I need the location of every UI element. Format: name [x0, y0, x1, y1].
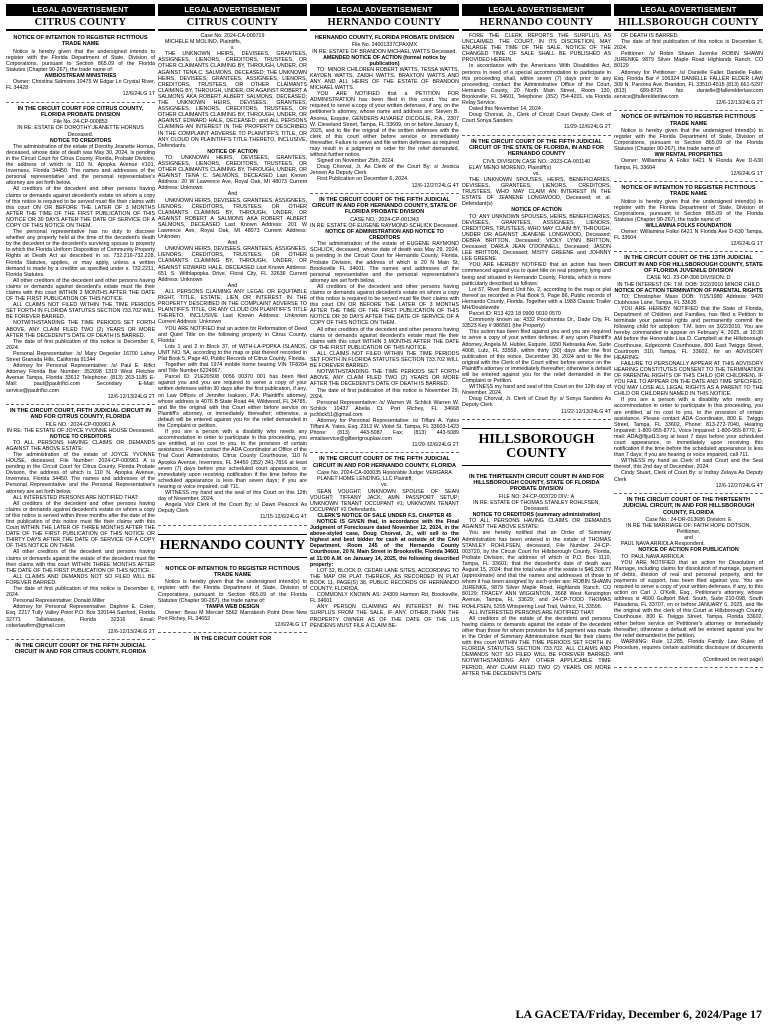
notice-paragraph: If you are a person with a disability who needs any accommodation in order to participate in this proceeding, you are entitled, at no cost to you, to the provision of certain assistance. Please contact ADA Coordinator, 800 E. Twiggs Street, Tampa, FL 33602, Phone: 813-272-7040, Hearing Impaired: 1-800-955-8771, Voice Impaired: 1-800-955-8770, E-mail: ADA@fljud13.org at least 7 days before your scheduled court appearance, or immediately upon receiving this notification if the time before the scheduled appearance is less than 7 days; if you are hearing or voice impaired, call 711. — [614, 397, 763, 459]
notice-paragraph: The date of first publication of this notice is December 6, 2024. — [6, 586, 155, 599]
county-section-heading: HILLSBOROUGH COUNTY — [462, 428, 611, 466]
notice-paragraph: Attorney for Personal Representative: /s/ Paul E. Rifici Attorney Florida Bar Number: 352098 1319 West Fletcher Avenue Tampa, Florida 33612 Telephone: (813) 263-1185 E-Mail: paul@paulrifici.com Secondary E-Mail: service@paulrifici.com — [6, 363, 155, 394]
county-heading: HILLSBOROUGH COUNTY — [614, 16, 763, 31]
notice-title: IN THE CIRCUIT COURT FOR CITRUS COUNTY, FLORIDA PROBATE DIVISION — [17, 105, 144, 118]
notice-paragraph: COMMONLY KNOWN AS: 24309 Harmon Rd, Brooksville, FL 34601 — [310, 592, 459, 605]
notice-reference: 11/29-12/6/24LG 2T — [411, 442, 459, 449]
divider — [6, 404, 155, 405]
notice-paragraph: WW RENTAL PROPERTIES — [654, 152, 723, 159]
notice-paragraph: ALL INTERESTED PERSONS ARE NOTIFIED THAT: — [13, 494, 139, 501]
notice-title: IN THE CIRCUIT COURT FOR — [193, 636, 272, 643]
divider — [614, 181, 763, 182]
divider — [462, 135, 611, 136]
notice-paragraph: Personal Representative: /s/ Mary Degesler 16700 Lahey Street Granada Hills, California 91344 — [6, 350, 155, 364]
notice-reference: 12/6-12/13/24LG 2T — [107, 393, 155, 400]
legal-notice — [6, 35, 155, 98]
notice-paragraph: NOTWITHSTANDING THE TIME PERIODS SET FORTH ABOVE, ANY CLAIM FILED TWO (2) YEARS OR MORE AFTER THE DECEDENT'S DATE OF DEATH IS BARRED. — [6, 320, 155, 339]
notice-paragraph: All other creditors of the decedent and other persons having claims or demands against decedent's estate must file their claims with this court WITHIN 3 MONTHS AFTER THE DATE OF THE FIRST PUBLICATION OF THIS NOTICE. — [310, 326, 459, 351]
column-body — [158, 33, 307, 1004]
notice-paragraph: NOTICE OF ACTION — [511, 207, 562, 214]
legal-notice — [614, 33, 763, 106]
notice-paragraph: MICHELE M MOLINO, Plaintiffs, — [165, 39, 242, 46]
notice-reference: 12/6/24LG 1T — [730, 241, 763, 248]
page-column — [158, 4, 307, 1004]
notice-paragraph: THE UNKNOWN HEIRS, DEVISEES, GRANTEES, ASSIGNEES, LIENORS, CREDITORS, TRUSTEES, OR OTHER CLAIMANTS CLAIMING BY, THROUGH, UNDER, OR AGAINST TENA C. SALMONS, DECEASED; THE UNKNOWN HEIRS, DEVISEES, GRANTEES, ASSIGNEES, LIENORS, CREDITORS, TRUSTEES, OR OTHER CLAIMANTS CLAIMING BY, THROUGH, UNDER, OR AGAINST ROBERT A SALMONS AKA ROBERT ALBERT SALMONS, DECEASED; THE UNKNOWN HEIRS, DEVISEES, GRANTEES, ASSIGNEES, LIENORS, CREDITORS, TRUSTEES, OR OTHER CLAIMANTS CLAIMING BY, THROUGH, UNDER, OR AGAINST EDWARD HALE, DECEASED; and ALL PERSONS CLAIMING AN INTEREST IN THE PROPERTY DESCRIBED IN THE COMPLAINT ADVERSE TO PLAINTIFF'S TITLE, OR ANY CLOUD ON PLAINTIFF'S TITLE THERETO, INCLUSIVE, Defendants. — [158, 51, 307, 149]
county-heading: HERNANDO COUNTY — [462, 16, 611, 31]
notice-paragraph: TO ALL PERSONS HAVING CLAIMS OR DEMANDS AGAINST THE ABOVE ESTATE: — [6, 439, 155, 452]
notice-paragraph: ANY PERSON CLAIMING AN INTEREST IN THE SURPLUS FROM THE SALE, IF ANY, OTHER THAN THE PROPERTY OWNER AS OF THE DATE OF THE LIS PENDENS MUST FILE A CLAIM BE- — [310, 604, 459, 629]
column-body — [310, 33, 459, 1004]
notice-paragraph: IN RE: ESTATE OF THOMAS STANLEY ROHLFSEN, Deceased. — [473, 499, 600, 513]
notice-paragraph: The administration of the estate of EUGENE RAYMOND SCHLICK, deceased, whose date of death was May 29, 2024, is pending in the Circuit Court for Hernando County, Florida, Probate Division, the address of which is 20 N Main St, Brooksville FL 34601. The names and addresses of the personal representative and the personal representative's attorney are set forth below. — [310, 241, 459, 284]
divider — [614, 667, 763, 668]
notice-paragraph: FORE THE CLERK REPORTS THE SURPLUS AS UNCLAIMED. THE COURT, IN ITS DISCRETION, MAY ENLARGE THE TIME OF THE SALE. NOTICE OF THE CHANGED TIME OF SALE SHALL BE PUBLISHED AS PROVIDED HEREIN. — [462, 33, 611, 64]
notice-paragraph: First Publication on December 6, 2024. — [317, 176, 409, 183]
legal-notice — [158, 636, 307, 642]
notice-paragraph: IN RE: ESTATE OF DOROTHY JEANETTE HORNUS Deceased. — [17, 125, 144, 138]
notice-paragraph: YOU ARE HEREBY NOTIFIED that the State of Florida, Department of Children and Families, has filed a Petition to terminate your parental rights and permanently commit the following child for adoption: T.M. born on 3/22/2010. You are hereby commanded to appear on February 4, 2025, at 10:30 AM before the Honorable Lisa D. Campbell at the Hillsborough Courthouse, Edgecomb Courthouse, 800 East Twiggs Street, Courtroom 310, Tampa, FL 33602, for an ADVISORY HEARING. — [614, 305, 763, 361]
notice-paragraph: NOTICE OF ACTION — [207, 148, 258, 155]
notice-paragraph: NOTICE OF ACTION FOR PUBLICATION — [638, 547, 739, 554]
notice-paragraph: Lots 1 and 2 in Block 37, of WITH-LA-POPKA ISLANDS, UNIT NO. 5A, according to the map or plat thereof recorded in Plat Book 5, Page 40, Public Records of Citrus County, Florida. — [158, 343, 307, 362]
legal-notice — [310, 197, 459, 449]
notice-paragraph: All other creditors of the decedent and persons having claims or demands against the estate of the decedent must file their claims with this court WITHIN THREE MONTHS AFTER THE DATE OF THE FIRST PUBLICATION OF THIS NOTICE. — [6, 549, 155, 574]
notice-paragraph: Dated this November 14, 2024 — [469, 106, 541, 113]
notice-paragraph: IN RE: ESTATE OF BRANDON MICHAEL WATTS Deceased. — [312, 48, 457, 55]
legal-advertisement-header: LEGAL ADVERTISEMENT — [6, 4, 155, 16]
notice-paragraph: TO: Christopher Mass DOB: 7/15/1980 Address: 9420 Clubhouse Lane, Tampa, FL 33635 — [614, 293, 763, 306]
notice-paragraph: TO: ANY UNKNOWN SPOUSES, HEIRS, BENEFICIARIES, DEVISEES, GRANTEES, ASSIGNEES, LIENORS, CREDITORS, TRUSTEES, WHO MAY CLAIM BY, THROUGH, UNDER OR AGAINST JEANENE LONGWOOD, Deceased; DEBRA BRITTON, Deceased; VICKY LYNN BRITTON, Deceased; DARLA JEAN O'DONNELL, Deceased; JASON LEE BRITTON, Deceased; MISTY GREENE and JOHNNY LEE GREENE. — [462, 213, 611, 263]
divider — [614, 493, 763, 494]
notice-paragraph: ALL CLAIMS AND DEMANDS NOT SO FILED WILL BE FOREVER BARRED. — [6, 573, 155, 586]
notice-paragraph: TO ALL PERSONS HAVING CLAIMS OR DEMANDS AGAINST THE ABOVE ESTATE: — [462, 518, 611, 531]
notice-paragraph: Signed on November 25th, 2024. — [317, 158, 395, 165]
notice-paragraph: WITNESS my hand as Clerk of said Court and the Seal thereof, this 2nd day of December, 2024. — [614, 458, 763, 471]
county-section-heading: HERNANDO COUNTY — [158, 534, 307, 558]
legal-notice — [614, 497, 763, 663]
divider — [614, 110, 763, 111]
notice-paragraph: And — [227, 191, 238, 198]
notice-paragraph: The date of first publication of this notice is December 6, 2024. — [614, 39, 763, 52]
notice-paragraph: FILE NO.: 2024-CP-000961 A — [45, 421, 116, 428]
notice-reference: 12/6-12/27/24LG 4T — [715, 482, 763, 489]
notice-paragraph: Attorney for Personal Representative: Daphne E. Coker, Esq. 2217 Tully Valley Point P.O. Box 320144 Sanford, Florida 32771 Tallahassee, Florida 32316 Email: cokerlawfirm@gmail.com — [6, 604, 155, 629]
legal-notice — [462, 474, 611, 677]
notice-paragraph: FAILURE TO PERSONALLY APPEAR AT THIS ADVISORY HEARING CONSTITUTES CONSENT TO THE TERMINATION OF PARENTAL RIGHTS OF THIS CHILD (OR CHILDREN). IF YOU FAIL TO APPEAR ON THE DATE AND TIME SPECIFIED, YOU MAY LOSE ALL LEGAL RIGHTS AS A PARENT TO THE CHILD OR CHILDREN NAMED IN THIS NOTICE. — [614, 360, 763, 398]
notice-paragraph: Doug Chorvat, Jr., Clerk of Circuit Court Deputy Clerk of Court Sonya Sanders — [462, 112, 611, 125]
legal-advertisement-header: LEGAL ADVERTISEMENT — [158, 4, 307, 16]
notice-paragraph: Notice is hereby given that the undersigned intend(s) to register with the Florida Department of State, Division of Corporations, pursuant to Section 865.09 of the Florida Statutes (Chapter 90-267), the trade name of: — [614, 198, 763, 223]
notice-paragraph: The date of first publication of this notice is December 6, 2024. — [6, 338, 155, 351]
page-column — [6, 4, 155, 1004]
notice-paragraph: CASE NO.: 2024-CP-001343 — [350, 216, 419, 223]
notice-title: HERNANDO COUNTY, FLORIDA PROBATE DIVISION — [314, 35, 455, 41]
notice-paragraph: In accordance with the Americans With Disabilities Act, persons in need of a special accommodation to participate in this proceeding shall, within seven (7) days prior to any proceeding, contact the Administrative Office of the Court, Hernando County, 20 North Main Street, Room 130, Brooksville, FL 34601, Telephone: (352) 754-4201, via Florida Relay Service. — [462, 63, 611, 107]
notice-paragraph: CIVIL DIVISION CASE NO.: 2023-CA-001140 — [482, 158, 591, 165]
notice-paragraph: IN RE: ESTATE OF EUGENE RAYMOND SCHLICK Deceased. — [310, 222, 459, 229]
notice-paragraph: File No. 24-CP-000853 — [53, 119, 108, 126]
notice-reference: 12/6/24LG 1T — [274, 621, 307, 628]
notice-paragraph: All creditors of the decedent and other persons having claims or demands against decedent's estate on whom a copy of this notice is served within three months after the date of the first publication of this notice must file their claims with this Court WITHIN THE LATER OF THREE MONTHS AFTER THE DATE OF THE FIRST PUBLICATION OF THIS NOTICE OR THIRTY DAYS AFTER THE DATE OF SERVICE OF A COPY OF THIS NOTICE ON THEM. — [6, 500, 155, 550]
notice-paragraph: Owner: Beau M Mercier 5562 Marrakesh Point Drive New Port Richey, FL 34652 — [158, 609, 307, 622]
notice-paragraph: Petitioner: /s/ Robin Shawn Jurenke ROBIN SHAWN JURENKE 9879 Silver Maple Road Highlands Ranch, CO 80129 — [614, 51, 763, 70]
notice-paragraph: YOU ARE HEREBY NOTIFIED that an action has been commenced against you to quiet title on real property, lying and being and situated in Hernando County, Florida, which is more particularly described as follows: — [462, 262, 611, 287]
notice-title: NOTICE OF INTENTION TO REGISTER FICTITIOUS TRADE NAME — [621, 114, 756, 127]
notice-paragraph: IN RE THE MARRIAGE OF: FAITH HOPE DOTSON, Petitioner, — [626, 523, 751, 536]
notice-paragraph: IN THE INTEREST OF: T.M. DOB: 3/22/2010 MINOR CHILD — [617, 281, 760, 288]
notice-reference: 12/6/24LG 1T — [730, 170, 763, 177]
notice-paragraph: Notice is hereby given that the undersigned intend(s) to register with the Florida Department of State, Division of Corporations, pursuant to Section 865.09 of the Florida Statutes (Chapter 90-267), the trade name of: — [158, 579, 307, 604]
notice-paragraph: If you are a person with a disability who needs any accommodation in order to participate in this proceeding, you are entitled, at no cost to you, to the provision of certain assistance. Please contact the ADA Coordinator at Office of the Trial Court Administrator, Citrus County Courthouse, 110 N Apopka Avenue, Inverness, FL 34450 (352) 341-7816 at least seven (7) days before your scheduled court appearance, or immediately upon receiving notification if the time before the scheduled appearance is less than seven days; if you are hearing or voice impaired, call 711. — [158, 429, 307, 490]
notice-paragraph: Owner: Williamina Folks 6421 N Florida Ave D-630 Tampa, FL 33604 — [614, 228, 763, 242]
notice-title: IN THE THIRTEENTH CIRCUIT COURT IN AND FOR HILLSBOROUGH COUNTY, STATE OF FLORIDA PROBATE DIVISION — [469, 473, 604, 493]
notice-paragraph: NOTICE TO CREDITORS — [49, 433, 112, 440]
notice-paragraph: Lot 57, River Bend Unit No. 2, according to the map or plat thereof as recorded in Plat Book 5, Page 86, Public records of Hernando County, Florida. Together with a 1983 Classic Trailer MH/Doublewide — [462, 286, 611, 311]
notice-paragraph: All creditors of the decedent and other persons having claims or demands against decedent's estate on whom a copy of this notice is required to be served must file their claims with this court ON OR BEFORE THE LATER OF 3 MONTHS AFTER THE TIME OF THE FIRST PUBLICATION OF THIS NOTICE OR 30 DAYS AFTER THE DATE OF SERVICE OF A COPY OF THIS NOTICE ON THEM. — [310, 283, 459, 327]
divider — [6, 639, 155, 640]
notice-paragraph: Owner: Christina Salmons 10475 W Edgar Ln Crystal River, FL 34428 — [6, 79, 155, 92]
legal-notice — [614, 255, 763, 489]
divider — [462, 419, 611, 420]
notice-paragraph: PAUL NAVA ARRIOLA Respondent. — [621, 541, 705, 548]
notice-title: IN THE CIRCUIT COURT OF THE FIFTH JUDICIAL CIRCUIT IN AND FOR HERNANDO COUNTY, FLORIDA — [312, 456, 457, 469]
notice-paragraph: OF DEATH IS BARRED. — [621, 33, 679, 39]
notice-paragraph: LOT 32, BLOCK D, CEDAR LANE SITES, ACCORDING TO THE MAP OR PLAT THEREOF, AS RECORDED IN PLAT BOOK 11, PAGE(S) 38, PUBLIC RECORDS OF HERNANDO COUNTY, FLORIDA. — [310, 567, 459, 593]
newspaper-page — [6, 4, 764, 1004]
notice-reference: 12/6-12/27/24LG 4T — [411, 182, 459, 189]
notice-reference: 11/29-12/6/24LG 2T — [563, 124, 611, 131]
divider — [158, 525, 307, 526]
divider — [158, 632, 307, 633]
notice-paragraph: ALL INTERESTED PERSONS ARE NOTIFIED THAT: — [469, 609, 595, 616]
notice-paragraph: vs. — [381, 482, 388, 489]
county-heading: HERNANDO COUNTY — [310, 16, 459, 31]
notice-paragraph: CASE NO. 23-DP-308 DIVISION: D — [646, 275, 731, 282]
notice-paragraph: WILLAMINA FOLKS FOUNDATION — [645, 222, 732, 229]
page-column — [614, 4, 763, 1004]
notice-paragraph: Case No. 2024-CA-000035 Honorable Judge: VERGARA — [317, 470, 452, 477]
notice-paragraph: YOU ARE NOTIFIED that an action for Reformation of Deed and Quiet Title on the following property in Citrus County, Florida: — [158, 325, 307, 344]
notice-paragraph: Attorney for Petitioner: /s/ Danielle Faller Danielle Faller, Esq. Florida Bar # 106324 DANIELLE FALLER ELDER LAW 309 N. Parsons Ave. Brandon, FL 33510-4515 (813) 661-5297 (813) 689-8725 fax danielle@fallerelderlaw.com service@fallerelderlaw.com — [614, 69, 763, 100]
notice-paragraph: WITNESS my hand and seal of this Court on the 12th day of November, 2024. — [462, 384, 611, 397]
notice-reference: 12/6-12/13/24LG 2T — [107, 628, 155, 635]
notice-paragraph: WARNING: Rule 12.285, Florida Family Law Rules of Procedure, requires certain automatic disclosure of documents and — [614, 638, 763, 658]
notice-paragraph: YOU ARE NOTIFIED that a PETITION FOR ADMINISTRATION has been filed in this court. You are required to serve a copy of your written defenses, if any, on the petitioner's attorney, whose name and address are: Steven B. Anorea, Esquire, GENDERS ALVAREZ DICOGLIE, P.A., 2307 W. Cleveland Street, Tampa, FL 33609, on or before January 6, 2025, and to file the original of the written defenses with the clerk of this court either before service or immediately thereafter. Failure to serve and file written defenses as required may result in a judgment or order for the relief demanded, without further notice. — [310, 91, 459, 159]
legal-notice — [462, 33, 611, 131]
notice-paragraph: SEAN VOUGHT; UNKNOWN SPOUSE OF SEAN VOUGHT; TIFFANY JACK; AMN PASSPORT SETUP; UNKNOWN TENANT OCCUPANT #1; UNKNOWN TENANT OCCUPANT #2 Defendants. — [310, 488, 459, 513]
divider — [6, 102, 155, 103]
page-footer: LA GACETA/Friday, December 6, 2024/Page 17 — [515, 1007, 762, 1021]
notice-reference: 12/6/24LG 1T — [122, 91, 155, 98]
notice-title: NOTICE OF INTENTION TO REGISTER FICTITIOUS TRADE NAME — [165, 565, 300, 578]
notice-paragraph: Notice is hereby given that the undersigned intends to register with the Florida Department of State, Division of Corporations, pursuant to Section 865.09 of the Florida Statutes (Chapter 90-267), the trade name of: — [6, 48, 155, 74]
notice-paragraph: NOTICE OF ACTION TERMINATION OF PARENTAL RIGHTS — [614, 287, 763, 294]
legal-notice — [310, 456, 459, 628]
divider — [310, 452, 459, 453]
notice-paragraph: Attorney for Personal Representative: /s/ Tiffani A. Yates Tiffani A. Yates, Esq. 2313 W. Violet St. Tampa, FL 33603-1423 Phone: (813) 443-5087 Fax: (813) 443-5089 emailservice@gilbertgrouplaw.com — [310, 417, 459, 443]
notice-paragraph: vs. — [533, 170, 540, 177]
notice-paragraph: AMENDED NOTICE OF ACTION (formal notice by publication) — [323, 54, 446, 67]
legal-notice — [614, 114, 763, 177]
notice-paragraph: YOU ARE NOTIFIED that an action for Dissolution of Marriage, including claims for dissolution of marriage, payment of debts, division of real and personal property, and for payments of support, has been filed against you. You are required to serve a copy of your written defenses, if any, to this action on Carl J. O'Kelli, Esq., Petitioner's attorney, whose address is 4600 Gulfport Blvd. South, Suite 210-098, South Pasadena, FL 33707, on or before JANUARY 6, 2025, and file the original with the clerk of this Court at Hillsborough County Courthouse, 800 E. Twiggs Street, Tampa, Florida 33602, either before service on Petitioner's attorney or immediately thereafter; otherwise a default will be entered against you for the relief demanded in the petition. — [614, 559, 763, 639]
legal-advertisement-header: LEGAL ADVERTISEMENT — [310, 4, 459, 16]
notice-title: IN THE CIRCUIT COURT OF THE FIFTH JUDICIAL CIRCUIT OF THE STATE OF FLORIDA, IN AND FOR HERNANDO COUNTY — [468, 138, 605, 158]
notice-paragraph: CLERK'S NOTICE OF SALE UNDER F.S. CHAPTER 45 — [317, 512, 452, 519]
notice-paragraph: Commonly known as: 4332 Pocahontas Dr., Dade City, FL 33523 Key # 986581 (the Property) — [462, 317, 611, 330]
notice-paragraph: The administration of the estate of Dorothy Jeanette Hornus, deceased, whose date of death was May 30, 2024, is pending in the Circuit Court for Citrus County, Florida, Probate Division, the address of which is 110 N. Apopka Avenue #101, Inverness, Florida 34450. The names and addresses of the personal representative and the personal representative's attorney are set forth below. — [6, 143, 155, 187]
notice-paragraph: ALL PERSONS CLAIMING ANY LEGAL OR EQUITABLE RIGHT, TITLE, ESTATE, LIEN OR INTEREST IN THE PROPERTY DESCRIBED IN THE COMPLAINT ADVERSE TO PLAINTIFF'S TITLE, OR ANY CLOUD ON PLAINTIFF'S TITLE THERETO, INCLUSIVE Last Known Address: Unknown Current Address: Unknown — [158, 288, 307, 326]
notice-paragraph: File No. 24001337CPAXMX — [351, 42, 418, 49]
legal-notice — [614, 185, 763, 248]
notice-paragraph: The administration of the estate of JOYCE YVONNE HOUSE, deceased, File Number: 2024-CP-000961 A is pending in the Circuit Court for Citrus County, Florida Probate Division, the address of which is 110 N. Apopka Avenue, Inverness, Florida 34450. The names and addresses of the Personal Representative and the Personal Representative's attorney are set forth below. — [6, 451, 155, 495]
notice-paragraph: Doug Chorvat, Jr. As Clerk of the Court By: s/ Jessica Jensen As Deputy Clerk — [310, 164, 459, 177]
notice-paragraph: And — [227, 282, 238, 289]
notice-paragraph: NOTWITHSTANDING THE TIME PERIODS SET FORTH ABOVE, ANY CLAIM FILED TWO (2) YEARS OR MORE AFTER THE DECEDENT'S DATE OF DEATH IS BARRED. — [310, 369, 459, 388]
notice-paragraph: v. — [230, 45, 235, 52]
notice-paragraph: All creditors of the decedent and other persons having claims or demands against decedent's estate on whom a copy of this notice is required to be served must file their claims with this court ON OR BEFORE THE LATER OF 3 MONTHS AFTER THE TIME OF THE FIRST PUBLICATION OF THIS NOTICE OR 30 DAYS AFTER THE DATE OF SERVICE OF A COPY OF THIS NOTICE ON THEM. — [6, 186, 155, 229]
notice-paragraph: Together with that 1974 mobile home bearing VIN TF8204 and Title Number 6224967. — [158, 362, 307, 375]
divider — [310, 193, 459, 194]
legal-notice — [158, 33, 307, 521]
legal-advertisement-header: LEGAL ADVERTISEMENT — [614, 4, 763, 16]
notice-paragraph: FILE NO: 24-CP-003720 DIV.: A — [498, 493, 575, 500]
notice-paragraph: All creditors of the estate of the decedent and persons having claims or demands against the estate of the decedent other than those for whom provision for full payment was made in the Order of Summary Administration must file their claims with this court WITHIN THE TIME PERIODS SET FORTH IN FLORIDA STATUTES SECTION 733.702. ALL CLAIMS AND DEMANDS NOT SO FILED WILL BE FOREVER BARRED. NOTWITHSTANDING ANY OTHER APPLICABLE TIME PERIOD, ANY CLAIM FILED TWO (2) YEARS OR MORE AFTER THE DECEDENT'S DATE — [462, 615, 611, 677]
notice-paragraph: UNKNOWN HEIRS, DEVISEES, GRANTEES, ASSIGNEES, LIENORS, CREDITORS, TRUSTEES, OR OTHER CLAIMANTS CLAIMING BY, THROUGH, UNDER, OR AGAINST EDWARD HALE, DECEASED Last Known Address: 651 S. Withlapopka Drive, Floral City, FL 32636 Current Address: Unknown — [158, 246, 307, 283]
notice-paragraph: TO: MINOR CHILDREN ROBERT WATTS, TESSA WATTS, KAYDEN WATTS, ZAIDH WATTS, BRAXTON WATTS AND ANY AND ALL HEIRS OF THE ESTATE OF BRANDON MICHAEL WATTS. — [310, 66, 459, 92]
legal-notice — [158, 566, 307, 629]
county-heading: CITRUS COUNTY — [158, 16, 307, 31]
notice-paragraph: The date of first publication of this notice is November 29, 2024. — [310, 387, 459, 400]
legal-notice — [6, 408, 155, 635]
notice-paragraph: The personal representative has no duty to discover whether any property held at the time of the decedent's death by the decedent or the decedent's surviving spouse is property to which the Florida Uniform Disposition of Community Property Rights at Death Act as described in ss. 732.216-732.228, Florida Statutes, applies, or may apply, unless a written demand is made by a creditor as specified under s. 732.2211, Florida Statutes. — [6, 229, 155, 278]
notice-paragraph: ALL CLAIMS NOT FILED WITHIN THE TIME PERIODS SET FORTH IN FLORIDA STATUTES SECTION 733.702 WILL BE FOREVER BARRED. — [6, 302, 155, 321]
notice-paragraph: Doug Chorvat, Jr. Clerk of Court By: s/ Sonya Sanders As Deputy Clerk — [462, 396, 611, 409]
notice-paragraph: And — [227, 240, 238, 247]
notice-paragraph: AMBIOSTREAM MINISTRIES — [44, 73, 117, 80]
notice-paragraph: TAMPA WEB DESIGN — [205, 603, 260, 610]
notice-paragraph: Parcel ID: 21E20S08 0056 00370 001 has been filed against you and you are required to serve a copy of your written defenses within 30 days after the first publication, if any, on Law Offices of Jennifer Isakson, P.A. Plaintiff's attorney, whose address is 4076 B State Road 44, Wildwood, FL 34785, and file the original with this Court either before service on Plaintiff's attorney, or immediately thereafter; otherwise, a default will be entered against you for the relief demanded in the Complaint or petition. — [158, 374, 307, 429]
notice-paragraph: PLANET HOME LENDING, LLC Plaintiff, — [317, 476, 413, 483]
notice-paragraph: and — [684, 535, 693, 542]
notice-paragraph: Notice is hereby given that the undersigned intend(s) to register with the Florida Department of State, Division of Corporations, pursuant to Section 865.09 of the Florida Statutes (Chapter 90-267), the trade name of: — [614, 127, 763, 153]
notice-paragraph: WITNESS my hand and the seal of this Court on this 12th day of November, 2024. — [158, 490, 307, 503]
notice-paragraph: THE UNKNOWN SPOUSES, HEIRS, BENEFICIARIES, DEVISEES, GRANTEES, LIENORS, CREDITORS, TRUSTEES, WHO MAY CLAIM AN INTEREST IN THE ESTATE OF JEANENE LONGWOOD, Deceased; et al. Defendant(s) — [462, 177, 611, 208]
notice-reference: 11/15-12/6/24LG 4T — [259, 514, 307, 521]
notice-paragraph: ALL CLAIMS NOT FILED WITHIN THE TIME PERIODS SET FORTH IN FLORIDA STATUTES SECTION 733.702 WILL BE FOREVER BARRED. — [310, 350, 459, 370]
notice-title: IN THE CIRCUIT COURT OF THE THIRTEENTH JUDICIAL CIRCUIT, IN AND FOR HILLSBOROUGH COUNTY, FLORIDA — [622, 496, 755, 516]
notice-title: NOTICE OF INTENTION TO REGISTER FICTITIOUS TRADE NAME — [13, 35, 148, 48]
notice-paragraph: ELAY MENO MORENO, Plaintiff(s) — [469, 164, 552, 171]
notice-paragraph: Cindy Stuart, Clerk of Court By: s/ Indray Zelaya As Deputy Clerk — [614, 470, 763, 483]
notice-paragraph: All other creditors of the decedent and other persons having claims or demands against decedent's estate must file their claims with this court WITHIN 3 MONTHS AFTER THE DATE OF THE FIRST PUBLICATION OF THIS NOTICE. — [6, 277, 155, 303]
notice-paragraph: Personal Representative: /s/ Warren W. Schlick Warren W. Schlick 10437 Abelia Ct. Port Richey, FL 34668 jschlick51@gmail.com — [310, 399, 459, 418]
notice-reference: 12/6-12/13/24LG 2T — [715, 100, 763, 107]
notice-paragraph: NOTICE TO CREDITORS — [49, 137, 112, 144]
legal-notice — [310, 35, 459, 189]
notice-paragraph: NOTICE OF ADMINISTRATION AND NOTICE TO CREDITORS — [325, 229, 444, 242]
notice-title: IN THE CIRCUIT COURT OF THE FIFTH JUDICIAL CIRCUIT IN AND FOR CITRUS COUNTY, FLORIDA — [14, 642, 147, 656]
county-heading: CITRUS COUNTY — [6, 16, 155, 31]
notice-title: IN THE CIRCUIT COURT, FIFTH JUDICIAL CIRCUIT IN AND FOR CITRUS COUNTY, FLORIDA — [10, 407, 151, 421]
notice-paragraph: Case No.: 24-DR-013686 Division: E — [645, 516, 732, 523]
legal-notice — [462, 139, 611, 415]
notice-paragraph: Case No. 2024-CA-000719 — [200, 33, 265, 39]
legal-notice — [6, 106, 155, 400]
notice-title: IN THE CIRCUIT COURT OF THE 13TH JUDICIAL CIRCUIT IN AND FOR HILLSBOROUGH COUNTY, STATE OF FLORIDA JUVENILE DIVISION — [614, 255, 763, 275]
notice-paragraph: Owner: Williamina A Folks 6421 N Florida Ave D-630 Tampa, FL 33604 — [614, 158, 763, 171]
notice-paragraph: NOTICE TO CREDITORS (summary administration) — [472, 512, 601, 519]
column-body — [6, 33, 155, 1004]
column-body — [614, 33, 763, 1004]
notice-title: IN THE CIRCUIT COURT OF THE FIFTH JUDICIAL CIRCUIT IN AND FOR HERNANDO COUNTY, STATE OF FLORIDA PROBATE DIVISION — [311, 196, 458, 216]
divider — [614, 251, 763, 252]
legal-advertisement-header: LEGAL ADVERTISEMENT — [462, 4, 611, 16]
notice-paragraph: Parcel ID: R13 423 18 0900 0010 0570 — [469, 311, 561, 318]
notice-paragraph: TO: PAUL NAVA ARRIOLA — [621, 553, 684, 560]
notice-paragraph: UNKNOWN HEIRS, DEVISEES, GRANTEES, ASSIGNEES, LIENORS, CREDITORS, TRUSTEES, OR OTHER CLAIMANTS CLAIMING BY, THROUGH, UNDER, OR AGAINST ROBERT A SALMONS AKA ROBERT ALBERT SALMONS, DECEASED Last Known Address: 201 W Lawrence Ave, Royal Oak, MI 48073 Current Address: Unknown — [158, 197, 307, 241]
page-column — [310, 4, 459, 1004]
column-body — [462, 33, 611, 1004]
notice-reference: (Continued on next page) — [703, 657, 763, 664]
notice-title: NOTICE OF INTENTION TO REGISTER FICTITIOUS TRADE NAME — [621, 184, 756, 198]
notice-paragraph: You are hereby notified that an Order of Summary Administration has been entered in the estate of THOMAS STANLEY ROHLFSEN, deceased, File Number 24-CP-003720, by the Circuit Court for Hillsborough County, Florida, Probate Division, the address of which is P.O. Box 1110, Tampa, FL 33601; that the decedent's date of death was August 15, 2024; that the total value of the estate is $46,306.77 (approximate) and that the names and addresses of those to whom it has been assigned by such order are: ROBIN SHAWN JURENKE, 9879 Silver Maple Road, Highlands Ranch, CO 80129; TRACEY ANN WIGGINTON, 3668 West Kensington Avenue, Tampa, FL 33629; and 24-CP-TODD THOMAS ROHLFSEN, 5205 Whispering Leaf Trail, Valrico, FL 33596. — [462, 530, 611, 610]
notice-paragraph: TO: UNKNOWN HEIRS, DEVISEES, GRANTEES, ASSIGNEES, LIENORS, CREDITORS, TRUSTEES, OR OTHER CLAIMANTS CLAIMING BY, THROUGH, UNDER, OR AGAINST TENA C. SALMONS, DECEASED Last Known Address: 20 W Lawrence Ave, Royal Oak, MI 48073 Current Address: Unknown — [158, 154, 307, 192]
page-column — [462, 4, 611, 1004]
notice-paragraph: NOTICE IS GIVEN that, in accordance with the Final Judgment of Foreclosure dated November 12, 2024, in the above-styled case, Doug Chorvat, Jr., will sell to the highest and best bidder for cash at outside of the Civil Department, Room 245 of the Hernando County Courthouse, 20 N. Main Street in Brooksville, Florida 34601 at 11:00 A.M. on January 14, 2025, the following described property: — [310, 519, 459, 568]
notice-paragraph: This action has been filed against you and you are required to serve a copy of your written defense, if any upon Plaintiff's Attorney, Angela M. Hubler, Esquire, 1650 Nebraska Ave, Suite 4008, Lutz, FL 33558, within thirty (30) days after the first publication of this notice, December 30, 2024 and to file the original with the Clerk of the Court either before service on the Plaintiff's attorney or immediately thereafter; otherwise a default will be entered against you for the relief demanded in the Complaint or Petition. — [462, 329, 611, 385]
notice-paragraph: Angela Vick Clerk of the Court By: s/ Dawn Peacock As Deputy Clerk — [158, 502, 307, 515]
notice-paragraph: Personal Representative: Donald Miller — [13, 598, 105, 605]
notice-paragraph: IN RE: THE ESTATE OF JOYCE YVONNE HOUSE Deceased. — [6, 427, 155, 434]
legal-notice — [6, 643, 155, 656]
notice-reference: 11/22-12/13/24LG 4T — [561, 408, 611, 415]
